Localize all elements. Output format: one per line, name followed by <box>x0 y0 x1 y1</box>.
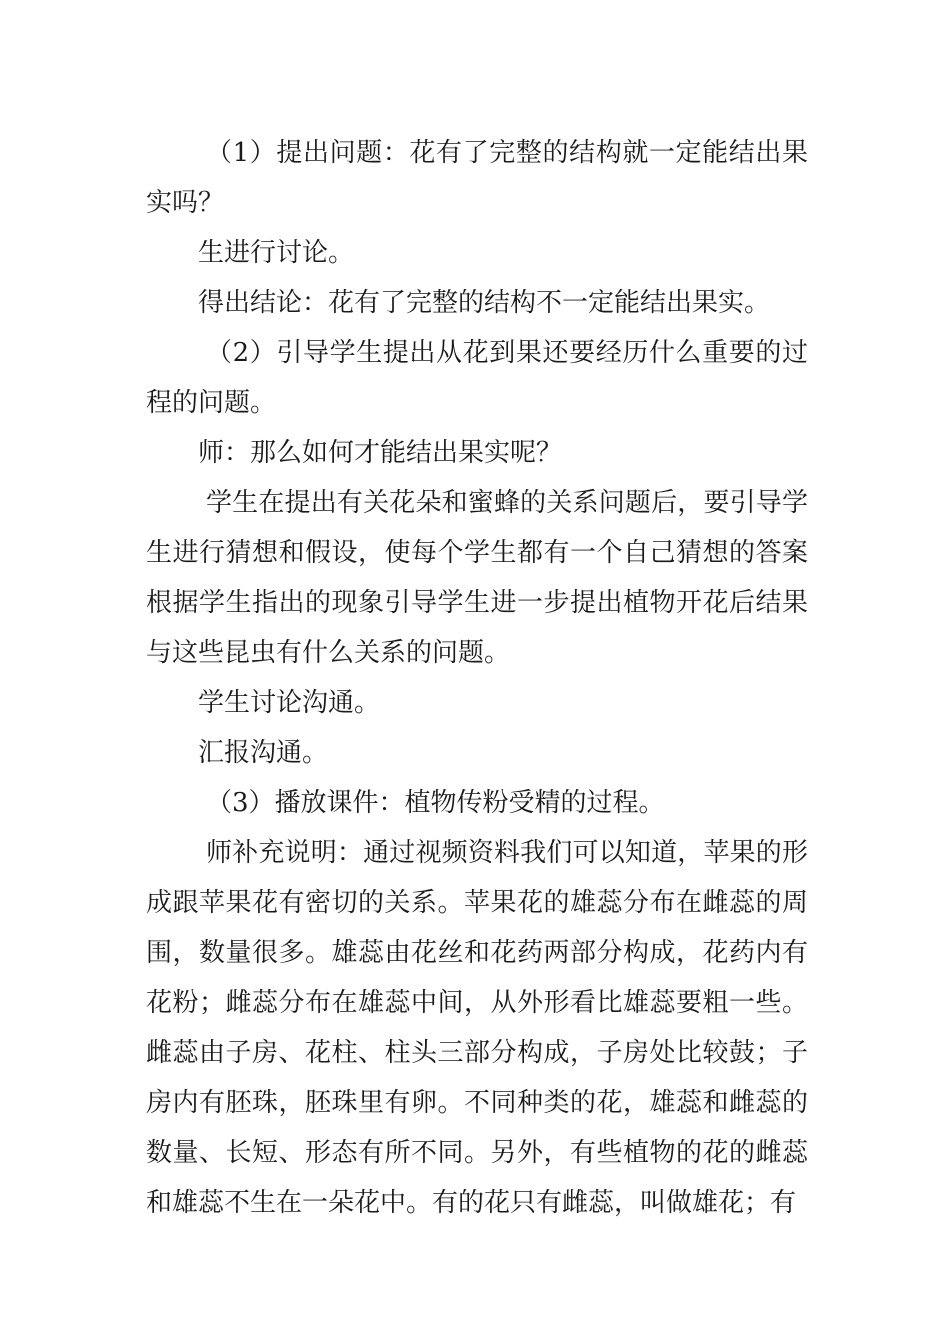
paragraph-report: 汇报沟通。 <box>198 738 329 768</box>
paragraph-hypothesis: 学生在提出有关花朵和蜜蜂的关系问题后，要引导学生进行猜想和假设，使每个学生都有一个自己猜想的答案根据学生指出的现象引导学生进一步提出植物开花后结果与这些昆虫有什么关系的问题。 <box>146 488 808 668</box>
paragraph-question-1: （1）提出问题：花有了完整的结构就一定能结出果实吗？ <box>146 138 808 218</box>
paragraph-conclusion: 得出结论：花有了完整的结构不一定能结出果实。 <box>198 288 771 318</box>
paragraph-teacher-question: 师：那么如何才能结出果实呢？ <box>198 438 563 468</box>
paragraph-question-2: （2）引导学生提出从花到果还要经历什么重要的过程的问题。 <box>146 338 808 418</box>
paragraph-courseware: （3）播放课件：植物传粉受精的过程。 <box>206 788 665 818</box>
paragraph-teacher-explanation: 师补充说明：通过视频资料我们可以知道，苹果的形成跟苹果花有密切的关系。苹果花的雄蕊分布在雌蕊的周围，数量很多。雄蕊由花丝和花药两部分构成，花药内有花粉；雌蕊分布在雄蕊中间，从外形看比雄蕊要粗一些。雌蕊由子房、花柱、柱头三部分构成，子房处比较鼓；子房内有胚珠，胚珠里有卵。不同种类的花，雄蕊和雌蕊的数量、长短、形态有所不同。另外，有些植物的花的雌蕊和雄蕊不生在一朵花中。有的花只有雌蕊，叫做雄花；有 <box>146 838 808 1218</box>
paragraph-discussion: 生进行讨论。 <box>198 238 355 268</box>
paragraph-student-discussion: 学生讨论沟通。 <box>198 688 381 718</box>
document-page <box>146 128 808 1228</box>
